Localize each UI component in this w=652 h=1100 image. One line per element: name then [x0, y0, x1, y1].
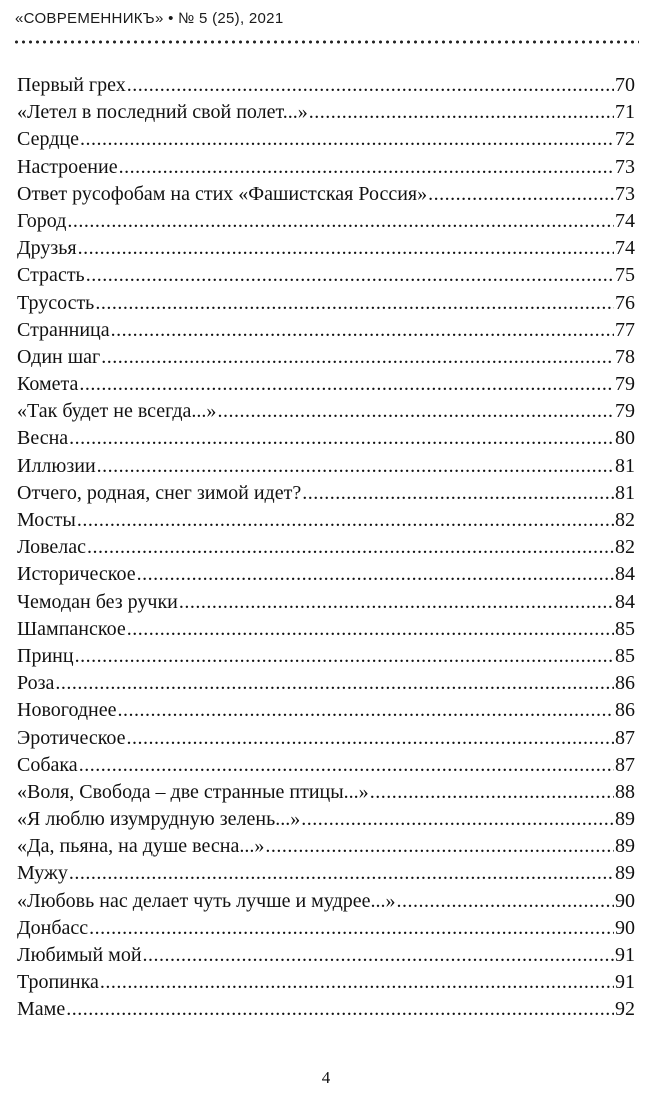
dot-leader	[79, 371, 614, 398]
toc-entry-title: Эротическое	[17, 726, 126, 749]
toc-entry-title: Тропинка	[17, 971, 99, 994]
toc-entry-title: «Я люблю изумрудную зелень...»	[17, 808, 301, 831]
toc-entry-page: 91	[615, 944, 635, 966]
dot-leader	[67, 208, 614, 235]
dot-leader	[111, 317, 614, 344]
toc-entry-title: Чемодан без ручки	[17, 590, 178, 613]
toc-entry	[17, 833, 635, 860]
dot-leader	[309, 99, 614, 126]
toc-entry	[17, 725, 635, 752]
toc-entry-title: Город	[17, 209, 67, 232]
toc-entry-page: 81	[615, 481, 635, 504]
toc-entry	[17, 262, 635, 289]
toc-entry-title: Настроение	[17, 155, 118, 178]
toc-entry	[17, 616, 635, 643]
toc-entry	[17, 942, 635, 969]
dot-leader	[78, 235, 614, 262]
dot-leader	[69, 425, 614, 452]
dot-leader	[69, 860, 614, 887]
toc-entry	[17, 99, 635, 126]
toc-entry	[17, 72, 635, 99]
toc-entry	[17, 208, 635, 235]
toc-entry	[17, 779, 635, 806]
toc-entry	[17, 996, 635, 1023]
dot-leader	[301, 806, 614, 833]
toc-entry-page: 87	[615, 726, 635, 749]
toc-entry	[17, 344, 635, 371]
toc-entry	[17, 969, 635, 996]
toc-entry-page: 82	[615, 509, 635, 531]
toc-entry	[17, 697, 635, 724]
dot-leader	[119, 154, 614, 181]
toc-entry-page: 75	[615, 264, 635, 287]
dotted-rule	[13, 40, 639, 44]
toc-entry-page: 90	[615, 916, 635, 939]
toc-entry	[17, 290, 635, 317]
toc-entry-page: 81	[615, 454, 635, 477]
dot-leader	[179, 589, 614, 616]
dot-leader	[101, 344, 614, 371]
dot-leader	[217, 398, 614, 425]
toc-entry-title: Ответ русофобам на стих «Фашистская Россия»	[17, 182, 428, 205]
toc-entry	[17, 888, 635, 915]
toc-entry	[17, 507, 635, 534]
toc-entry-title: Шампанское	[17, 617, 126, 640]
toc-entry	[17, 425, 635, 452]
toc-entry	[17, 806, 635, 833]
toc-entry	[17, 480, 635, 507]
toc-entry-page: 74	[615, 209, 635, 232]
toc-entry-title: «Летел в последний свой полет...»	[17, 101, 308, 124]
dot-leader	[89, 915, 614, 942]
toc-entry-title: Первый грех	[17, 74, 126, 96]
toc-entry-title: Донбасс	[17, 916, 89, 939]
dot-leader	[97, 453, 614, 480]
toc-entry-page: 85	[615, 644, 635, 667]
dot-leader	[127, 616, 614, 643]
toc-entry-title: Трусость	[17, 291, 95, 314]
toc-entry-title: «Так будет не всегда...»	[17, 400, 217, 423]
toc-entry-page: 82	[615, 536, 635, 559]
toc-entry-title: Страсть	[17, 264, 85, 287]
dot-leader	[75, 643, 614, 670]
toc-entry-title: Новогоднее	[17, 699, 117, 722]
toc-entry-title: Странница	[17, 318, 110, 341]
toc-entry-title: «Да, пьяна, на душе весна...»	[17, 835, 265, 858]
toc-entry-page: 76	[615, 291, 635, 314]
toc-entry-page: 79	[615, 400, 635, 423]
toc-entry-title: Собака	[17, 753, 78, 776]
toc-entry-title: Мужу	[17, 862, 68, 885]
page-number: 4	[321, 1068, 331, 1087]
dot-leader	[127, 72, 614, 99]
dot-leader	[137, 561, 614, 588]
toc-entry-title: Маме	[17, 998, 66, 1021]
toc-entry	[17, 181, 635, 208]
dot-leader	[100, 969, 614, 996]
toc-entry-page: 89	[615, 808, 635, 831]
toc-entry-title: Весна	[17, 427, 69, 450]
toc-entry-page: 84	[615, 590, 635, 613]
toc-entry-title: Иллюзии	[17, 454, 96, 477]
toc-entry	[17, 643, 635, 670]
toc-entry	[17, 453, 635, 480]
toc-entry-page: 71	[615, 101, 635, 124]
toc-entry	[17, 398, 635, 425]
toc-entry	[17, 235, 635, 262]
running-head: «СОВРЕМЕННИКЪ» • № 5 (25), 2021	[15, 10, 284, 27]
toc-entry-title: Ловелас	[17, 536, 87, 559]
dot-leader	[66, 996, 614, 1023]
toc-entry-title: «Любовь нас делает чуть лучше и мудрее...»	[17, 889, 396, 912]
toc-entry	[17, 534, 635, 561]
dot-leader	[127, 725, 614, 752]
toc-entry-page: 84	[615, 563, 635, 586]
toc-entry-page: 87	[615, 753, 635, 776]
dot-leader	[370, 779, 614, 806]
toc-entry	[17, 915, 635, 942]
toc-entry	[17, 371, 635, 398]
toc-entry-title: Историческое	[17, 563, 136, 586]
dot-leader	[143, 942, 614, 969]
toc-entry	[17, 126, 635, 153]
dot-leader	[118, 697, 614, 724]
dot-leader	[397, 888, 615, 915]
toc-entry-page: 73	[615, 155, 635, 178]
toc-entry-page: 77	[615, 318, 635, 341]
toc-entry-title: Принц	[17, 644, 74, 667]
toc-entry	[17, 561, 635, 588]
toc-entry-page: 70	[615, 74, 635, 96]
toc-entry-title: Один шаг	[17, 345, 101, 368]
toc-entry-page: 72	[615, 128, 635, 151]
toc-entry-title: «Воля, Свобода – две странные птицы...»	[17, 780, 369, 803]
toc-entry-page: 80	[615, 427, 635, 450]
toc-entry-title: Любимый мой	[17, 944, 142, 966]
toc-entry-title: Комета	[17, 373, 79, 396]
toc-entry	[17, 154, 635, 181]
toc-entry-title: Роза	[17, 672, 55, 695]
toc-entry-page: 86	[615, 672, 635, 695]
toc-entry-page: 86	[615, 699, 635, 722]
dot-leader	[79, 752, 614, 779]
toc-entry-page: 91	[615, 971, 635, 994]
toc-entry-page: 78	[615, 345, 635, 368]
dot-leader	[95, 290, 614, 317]
dot-leader	[302, 480, 614, 507]
dot-leader	[77, 507, 614, 534]
table-of-contents	[17, 72, 635, 1024]
toc-entry	[17, 589, 635, 616]
toc-entry-page: 89	[615, 835, 635, 858]
toc-entry-page: 79	[615, 373, 635, 396]
toc-entry-page: 73	[615, 182, 635, 205]
toc-entry-page: 92	[615, 998, 635, 1021]
dot-leader	[265, 833, 614, 860]
dot-leader	[87, 534, 614, 561]
toc-entry-title: Друзья	[17, 237, 77, 260]
dot-leader	[55, 670, 614, 697]
toc-entry-page: 90	[615, 889, 635, 912]
dot-leader	[86, 262, 614, 289]
toc-entry	[17, 860, 635, 887]
toc-entry-page: 85	[615, 617, 635, 640]
toc-entry-page: 88	[615, 780, 635, 803]
toc-entry-title: Отчего, родная, снег зимой идет?	[17, 481, 302, 504]
toc-entry-title: Мосты	[17, 509, 76, 531]
dot-leader	[428, 181, 614, 208]
toc-entry-page: 89	[615, 862, 635, 885]
toc-entry-page: 74	[615, 237, 635, 260]
dot-leader	[80, 126, 614, 153]
toc-entry	[17, 670, 635, 697]
toc-entry-title: Сердце	[17, 128, 79, 151]
toc-entry	[17, 317, 635, 344]
toc-entry	[17, 752, 635, 779]
